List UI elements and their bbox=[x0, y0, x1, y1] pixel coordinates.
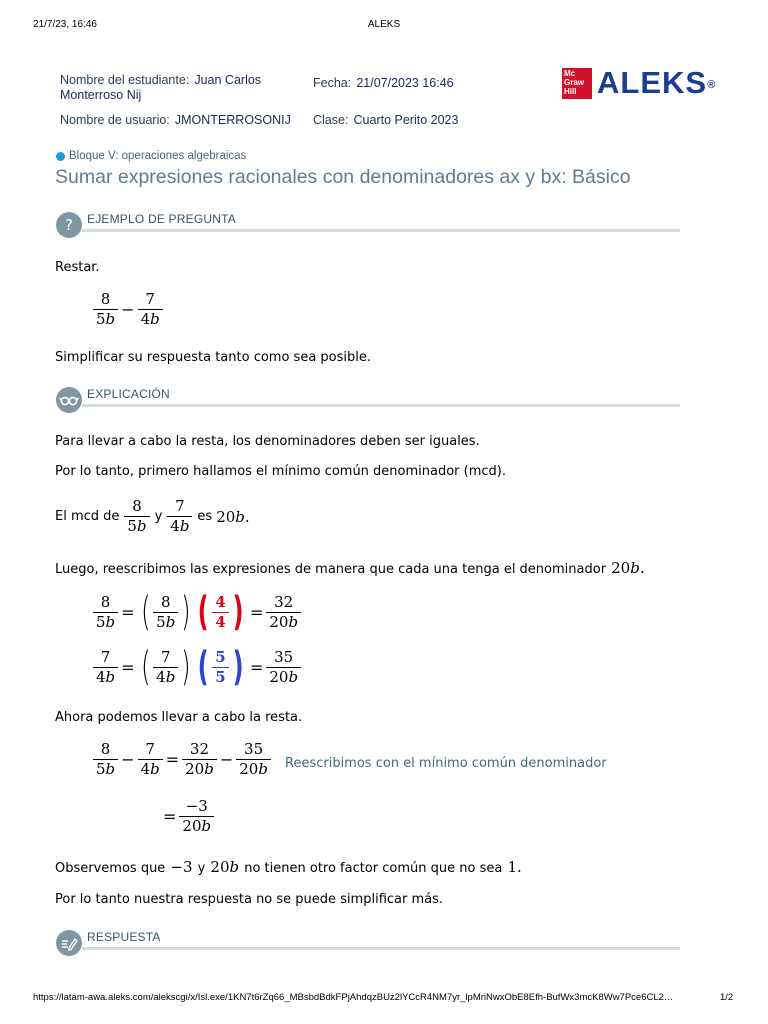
topic-dot-icon bbox=[56, 152, 65, 161]
lcd-sentence: El mcd de $\frac{8}{5b}$ y $\frac{7}{4b}$ es 20b. bbox=[55, 497, 250, 535]
mcgrawhill-logo: Mc Graw Hill bbox=[562, 68, 592, 99]
explanation-p2: Por lo tanto, primero hallamos el mínimo común denominador (mcd). bbox=[55, 464, 506, 479]
topic-title: Sumar expresiones racionales con denominadores ax y bx: Básico bbox=[55, 166, 631, 188]
question-expression: $\frac{8}{5b}$ − $\frac{7}{4b}$ bbox=[93, 290, 163, 329]
rewrite-equation-1: $\frac{8}{5b}$ = ( $\frac{8}{5b}$ ) ( $\frac{4}{4}$ ) = $\frac{32}{20b}$ bbox=[93, 592, 301, 632]
aleks-logo bbox=[597, 64, 716, 102]
username-value: JMONTERROSONIJ bbox=[174, 113, 291, 127]
username-label: Nombre de usuario: bbox=[60, 113, 170, 127]
student-name-label: Nombre del estudiante: bbox=[60, 73, 190, 87]
observe-sentence: Observemos que −3 y 20b no tienen otro factor común que no sea 1. bbox=[55, 858, 522, 876]
date-value: 21/07/2023 16:46 bbox=[356, 76, 454, 90]
date-block bbox=[313, 72, 454, 91]
explanation-section-title: EXPLICACIÓN bbox=[87, 387, 170, 401]
explanation-section-header bbox=[56, 387, 680, 413]
answer-section-title: RESPUESTA bbox=[87, 930, 161, 944]
class-value: Cuarto Perito 2023 bbox=[353, 113, 459, 127]
subtraction-step-2: = $\frac{-3}{20b}$ bbox=[160, 797, 214, 836]
question-simplify: Simplificar su respuesta tanto como sea posible. bbox=[55, 350, 372, 365]
explanation-p1: Para llevar a cabo la resta, los denominadores deben ser iguales. bbox=[55, 434, 480, 449]
rewrite-equation-2: $\frac{7}{4b}$ = ( $\frac{7}{4b}$ ) ( $\frac{5}{5}$ ) = $\frac{35}{20b}$ bbox=[93, 647, 301, 687]
pencil-list-icon bbox=[56, 930, 82, 956]
step-note: Reescribimos con el mínimo común denominador bbox=[285, 756, 607, 771]
print-title: ALEKS bbox=[367, 19, 401, 30]
question-section-header bbox=[56, 212, 680, 238]
aleks-reg-mark: ® bbox=[707, 79, 717, 91]
student-name-line1: Juan Carlos bbox=[194, 73, 262, 87]
question-section-title: EJEMPLO DE PREGUNTA bbox=[87, 212, 236, 226]
class-label: Clase: bbox=[313, 113, 349, 127]
explanation-p3: Ahora podemos llevar a cabo la resta. bbox=[55, 710, 303, 725]
conclusion: Por lo tanto nuestra respuesta no se puede simplificar más. bbox=[55, 892, 444, 907]
username-block bbox=[60, 109, 291, 128]
print-page: 1/2 bbox=[720, 992, 734, 1003]
print-url: https://latam-awa.aleks.com/alekscgi/x/Isl.exe/1KN7t6rZq66_MBsbdBdkFPjAhdqzBUz2lYCcR4NM7yr_lpMriNwxObE8Efh-BufWx3mcK8Ww7Pce6CL2… bbox=[33, 992, 674, 1003]
answer-section-header bbox=[56, 930, 680, 956]
date-label: Fecha: bbox=[313, 76, 352, 90]
student-name-block bbox=[60, 72, 300, 102]
rewrite-sentence: Luego, reescribimos las expresiones de manera que cada una tenga el denominador 20b. bbox=[55, 559, 645, 577]
student-name-line2: Monterroso Nij bbox=[60, 88, 142, 102]
print-datetime: 21/7/23, 16:46 bbox=[33, 19, 97, 30]
class-block bbox=[313, 109, 458, 128]
aleks-logo-text: ALEKS bbox=[597, 65, 708, 100]
question-icon: ? bbox=[56, 212, 82, 238]
subtraction-step-1: $\frac{8}{5b}$ − $\frac{7}{4b}$ = $\frac{32}{20b}$ − $\frac{35}{20b}$ bbox=[93, 740, 271, 779]
glasses-icon bbox=[56, 387, 82, 413]
topic-block: Bloque V: operaciones algebraicas bbox=[69, 150, 247, 162]
question-instruction: Restar. bbox=[55, 260, 100, 275]
